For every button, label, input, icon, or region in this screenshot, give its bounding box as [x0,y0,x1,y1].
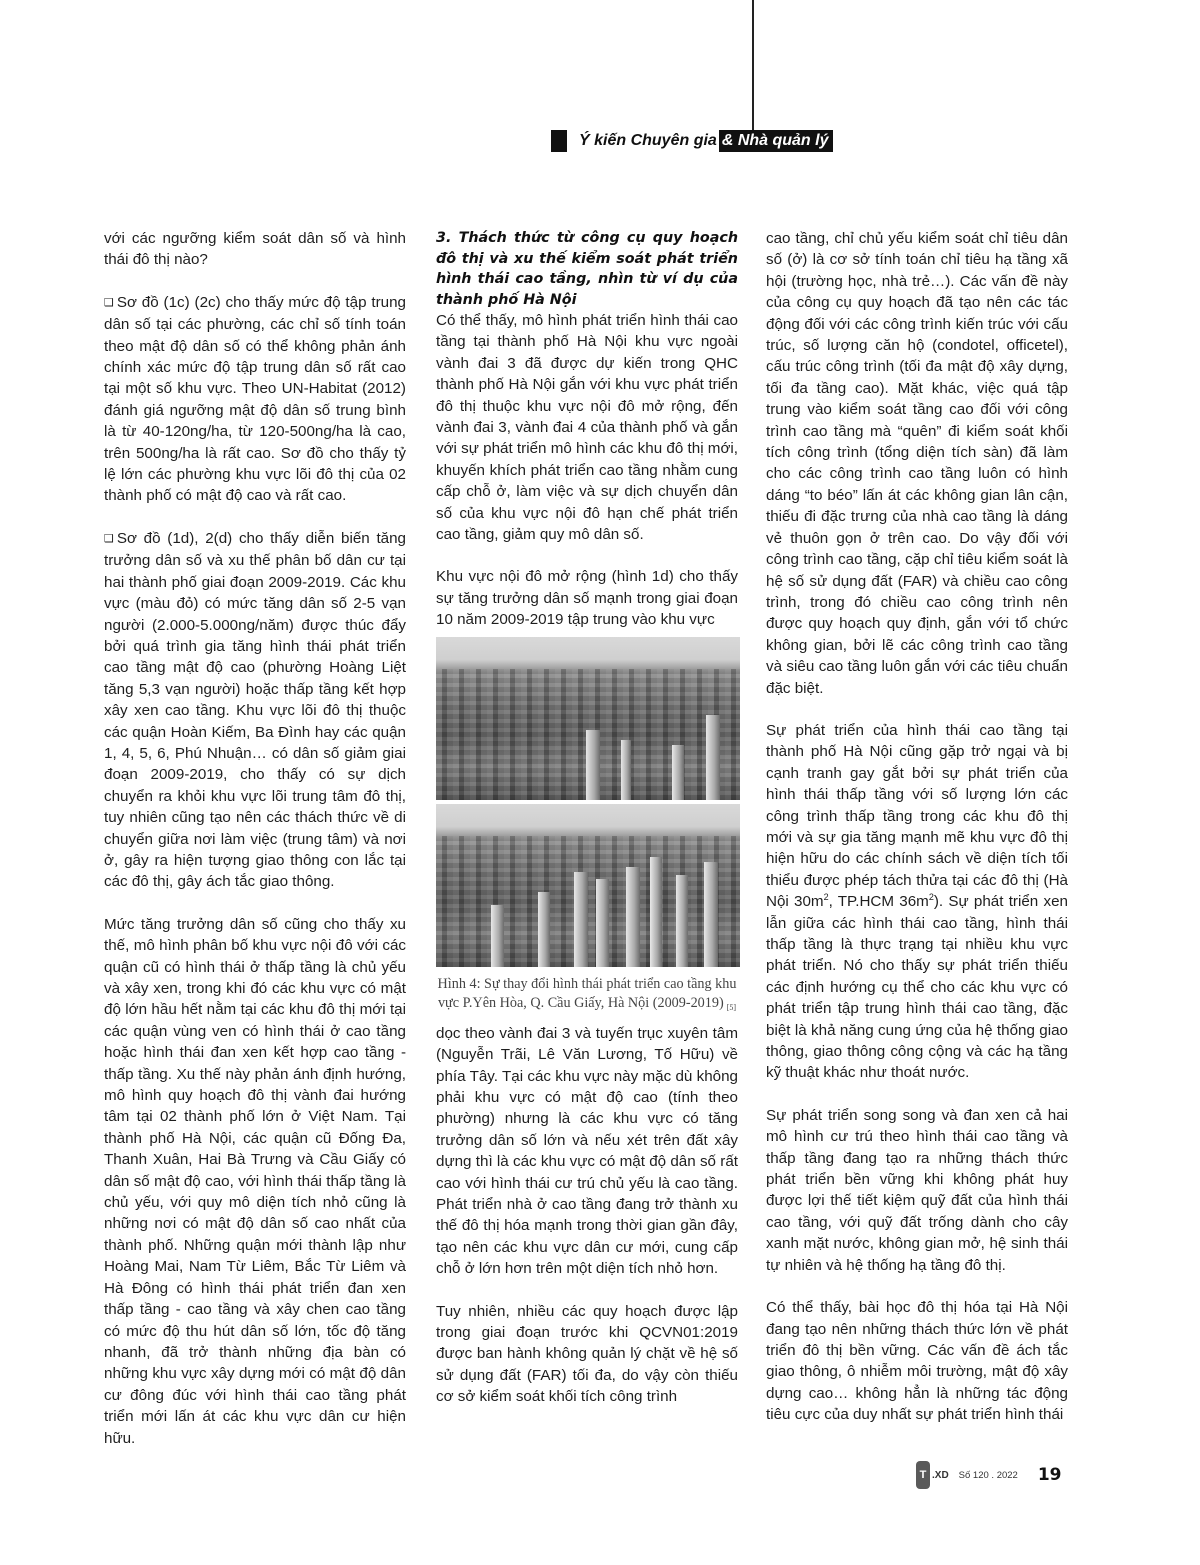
paragraph: Khu vực nội đô mở rộng (hình 1d) cho thấy sự tăng trưởng dân số mạnh trong giai đoạn 10 năm 2009-2019 tập trung vào khu vực [436,568,738,629]
text-column-2 [436,228,738,1429]
aerial-photo-2019 [436,804,740,967]
header-title-part2: & Nhà quản lý [719,130,833,152]
section-heading: 3. Thách thức từ công cụ quy hoạch đô thị và xu thế kiểm soát phát triển hình thái cao tầng, nhìn từ ví dụ của thành phố Hà Nội [436,230,738,308]
text-column-1 [104,228,406,1470]
paragraph: ❑ Sơ đồ (1d), 2(d) cho thấy diễn biến tăng trưởng dân số và xu thế phân bố dân cư tại hai thành phố giai đoạn 2009-2019. Các khu vực (màu đỏ) có mức tăng dân số 2-5 vạn người (2.000-5.000ng/năm) được thúc đẩy bởi quá trình gia tăng hình thái phát triển cao tầng mật độ cao (phường Hoàng Liệt tăng 5,3 vạn người) hoặc thấp tầng kết hợp xây xen cao tầng. Khu vực lõi đô thị thuộc các quận Hoàn Kiếm, Ba Đình hay các quận 1, 4, 5, 6, Phú Nhuận… có dân số giảm giai đoạn 2009-2019, cho thấy có sự dịch chuyển ra khỏi khu vực lõi trung tâm đô thị, tuy nhiên cũng tạo nên các thách thức về di chuyển giữa nơi làm việc (trung tâm) và nơi ở, gây ra hiện tượng giao thông con lắc tại các đô thị, gây ách tắc giao thông. [104,529,406,891]
caption-reference: [5] [726,1002,737,1012]
paragraph: Mức tăng trưởng dân số cũng cho thấy xu thế, mô hình phân bố khu vực nội đô với các quận cũ có hình thái ở thấp tầng là chủ yếu và xây xen, trong khi đó các khu vực có mật độ lớn hầu hết nằm tại các khu đô thị mới tại các quận vùng ven có hình thái ở cao tầng hoặc hình thái đan xen kết hợp cao tầng - thấp tầng. Xu thế này phản ánh định hướng, mô hình quy hoạch đô thị vành đai hướng tâm tại 02 thành phố lớn ở Việt Nam. Tại thành phố Hà Nội, các quận cũ Đống Đa, Thanh Xuân, Hai Bà Trưng và Cầu Giấy có dân số mật độ cao, với hình thái thấp tầng là chủ yếu, với quy mô diện tích nhỏ cũng là những nơi có mật độ dân số cao nhất của thành phố. Những quận mới thành lập như Hoàng Mai, Nam Từ Liêm, Bắc Từ Liêm và Hà Đông có hình thái phát triển đan xen thấp tầng - cao tầng và xây chen cao tầng có mức độ thu hút dân số lớn, tốc độ tăng nhanh, đã trở thành những địa bàn có những khu vực xây dựng mới có mật độ dân cư đông đúc với hình thái cao tầng phát triển mới lấn át các khu vực dân cư hiện hữu. [104,915,406,1447]
paragraph: Sự phát triển song song và đan xen cả hai mô hình cư trú theo hình thái cao tầng và thấp tầng đang tạo ra những thách thức phát triển bền vững khi không phát huy được lợi thế tiết kiệm quỹ đất của hình thái cao tầng, với quỹ đất trống dành cho cây xanh mặt nước, không gian mở, hệ sinh thái tự nhiên và hệ thống hạ tầng đô thị. [766,1106,1068,1274]
figure-4 [436,637,738,1017]
magazine-brand: .XD [932,1469,949,1481]
paragraph: Có thể thấy, bài học đô thị hóa tại Hà Nội đang tạo nên những thách thức lớn về phát triển đô thị bền vững. Các vấn đề ách tắc giao thông, ô nhiễm môi trường, mật độ xây dựng cao… không hẳn là những tác động tiêu cực của duy nhất sự phát triển hình thái [766,1299,1068,1424]
paragraph: Tuy nhiên, nhiều các quy hoạch được lập trong giai đoạn trước khi QCVN01:2019 được ban hành không quản lý chặt về hệ số sử dụng đất (FAR) tối đa, do vậy còn thiếu cơ sở kiểm soát khối tích công trình [436,1302,738,1406]
figure-caption: Hình 4: Sự thay đổi hình thái phát triển cao tầng khu vực P.Yên Hòa, Q. Cầu Giấy, Hà Nội (2009-2019) $_{[5]}$ [437,975,737,1012]
issue-number: Số 120 . 2022 [958,1469,1018,1481]
magazine-logo: T [916,1461,930,1489]
paragraph: Sự phát triển của hình thái cao tầng tại thành phố Hà Nội cũng gặp trở ngại và bị cạnh tranh gay gắt bởi sự phát triển của hình thái thấp tầng với số lượng lớn các công trình thấp tầng trong các khu đô thị mới và sự gia tăng mạnh mẽ khu vực đô thị hiện hữu do các chính sách về diện tích tối thiểu được phép tách thửa tại các đô thị (Hà Nội $30m^2$, TP.HCM $36m^2$). Sự phát triển xen lẫn giữa các hình thái cao tầng, hình thái thấp tầng là thực trạng tại nhiều khu vực phát triển. Nó cho thấy sự phát triển thiếu các định hướng cụ thể cho các khu vực có phát triển tập trung hình thái cao tầng, đặc biệt là khả năng cung ứng của hệ thống giao thông, giao thông công cộng và các hạ tầng kỹ thuật khác như thoát nước. [766,721,1068,1082]
paragraph: Có thể thấy, mô hình phát triển hình thái cao tầng tại thành phố Hà Nội khu vực ngoài vành đai 3 đã được dự kiến trong QHC thành phố Hà Nội gắn với khu vực phát triển đô thị thuộc khu vực nội đô mở rộng, đến vành đai 3, vành đai 4 của thành phố và gắn với sự phát triển mô hình các khu đô thị mới, khuyến khích phát triển cao tầng nhằm cung cấp chỗ ở, làm việc và sự dịch chuyển dân số của khu vực nội đô hạn chế phát triển cao tầng, giảm quy mô dân số. [436,312,738,544]
page-number: 19 [1037,1465,1062,1485]
section-header [551,130,833,152]
page-footer [916,1460,1062,1490]
header-black-bar [551,130,567,152]
square-bullet-icon: ❑ [104,296,114,309]
paragraph: ❑ Sơ đồ (1c) (2c) cho thấy mức độ tập trung dân số tại các phường, các chỉ số tính toán theo mật độ dân số có thể không phản ánh chính xác mức độ tập trung dân số rất cao tại một số khu vực. Theo UN-Habitat (2012) đánh giá ngưỡng mật độ dân số trung bình là từ 40-120ng/ha, từ 120-500ng/ha là cao, trên 500ng/ha là rất cao. Sơ đồ cho thấy tỷ lệ lớn các phường khu vực lõi đô thị của 02 thành phố có mật độ cao và rất cao. [104,293,406,505]
aerial-photo-2009 [436,637,740,800]
text-column-3 [766,228,1068,1447]
paragraph: cao tầng, chỉ chủ yếu kiểm soát chỉ tiêu dân số (ở) là cơ sở tính toán chỉ tiêu hạ tầng xã hội (trường học, nhà trẻ…). Các vấn đề này của công cụ quy hoạch đã tạo nên các tác động đối với các công trình kiến trúc với cấu trúc, số lượng căn hộ (condotel, officetel), cấu trúc công trình (tối đa mật độ xây dựng, tối đa tầng cao). Mặt khác, việc quá tập trung vào kiểm soát tầng cao đối với công trình cao tầng mà “quên” đi kiểm soát khối tích công trình (tổng diện tích sàn) đã làm cho các công trình cao tầng luôn có hình dáng “to béo” lấn át các không gian lân cận, thiếu đi đặc trưng của nhà cao tầng là dáng vẻ thuôn gọn ở trên cao. Do vậy đối với công trình cao tầng, cặp chỉ tiêu kiểm soát là hệ số sử dụng đất (FAR) và chiều cao công trình, trong đó chiều cao công trình nên được quy hoạch quy định, gắn với tổ chức không gian, bởi lẽ các công trình cao tầng và siêu cao tầng luôn gắn với các tiêu chuẩn đặc biệt. [766,230,1068,697]
column-divider-line [752,0,754,150]
paragraph: dọc theo vành đai 3 và tuyến trục xuyên tâm (Nguyễn Trãi, Lê Văn Lương, Tố Hữu) về phía Tây. Tại các khu vực này mặc dù không phải khu vực có mật độ cao (tính theo phường) nhưng là các khu vực có tăng trưởng dân số lớn và nếu xét trên đất xây dựng thì là các khu vực có mật độ dân số rất cao với hình thái cư trú chủ yếu là cao tầng. Phát triển nhà ở cao tầng đang trở thành xu thế đô thị hóa mạnh trong thời gian gần đây, tạo nên các khu vực dân cư mới, cung cấp chỗ ở lớn hơn trên một diện tích nhỏ hơn. [436,1024,738,1278]
square-bullet-icon: ❑ [104,532,114,545]
paragraph: với các ngưỡng kiểm soát dân số và hình thái đô thị nào? [104,230,406,269]
header-title-part1: Ý kiến Chuyên gia [579,132,717,149]
